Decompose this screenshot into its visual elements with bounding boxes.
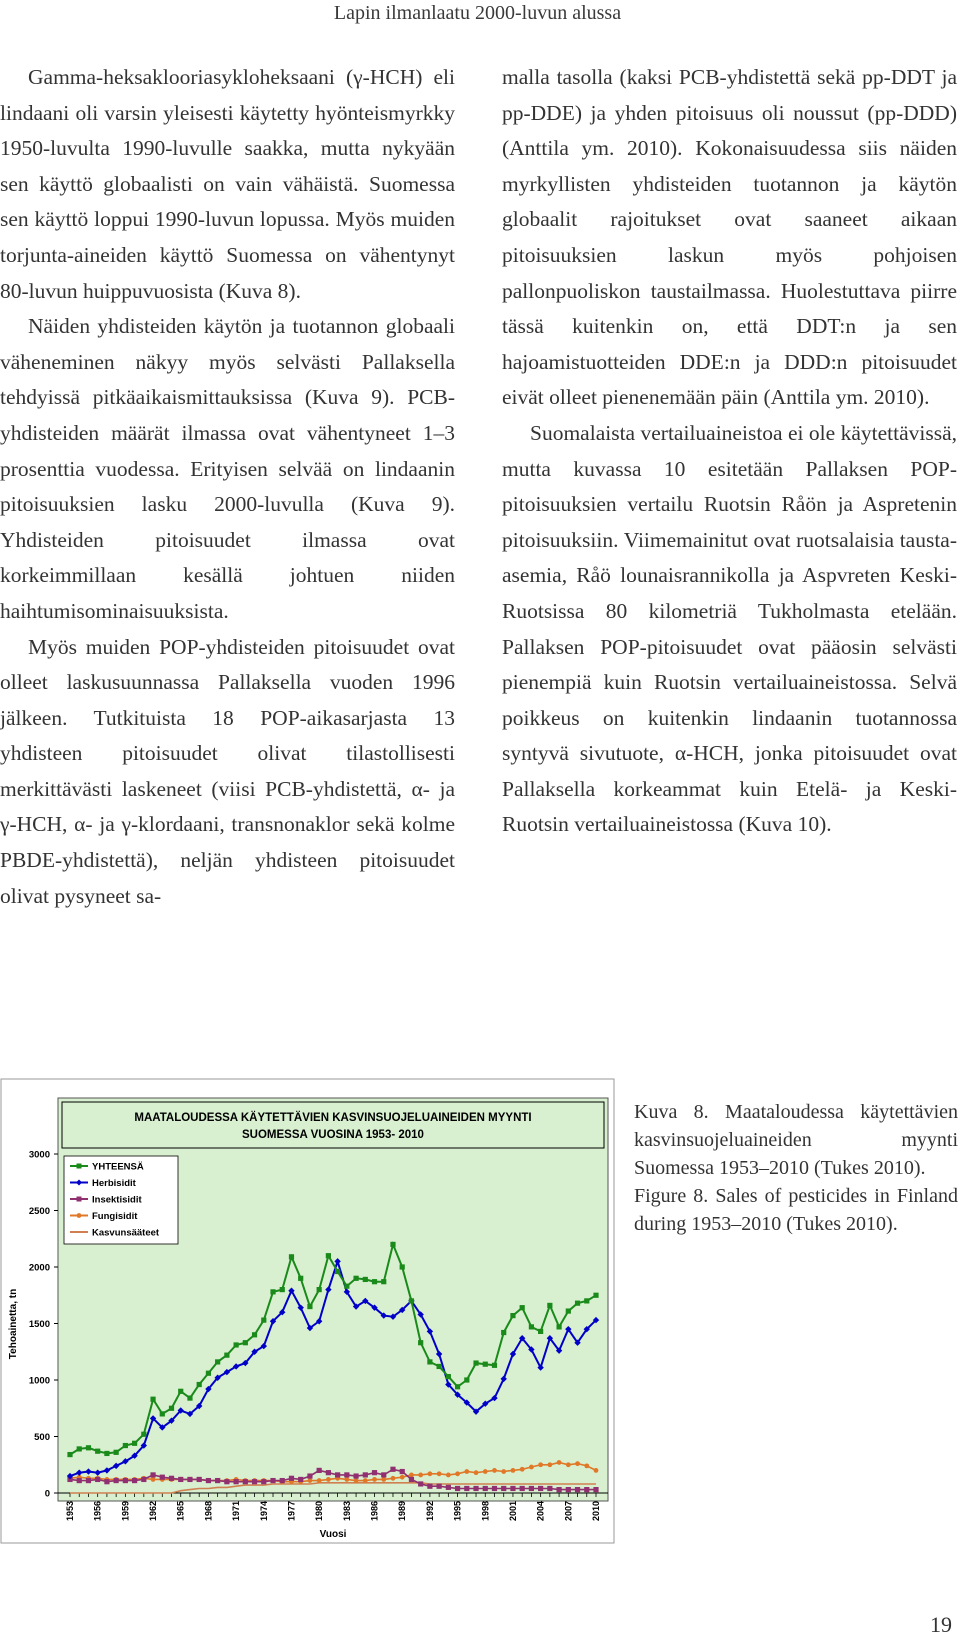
data-point — [95, 1477, 100, 1482]
data-point — [409, 1477, 414, 1482]
data-point — [511, 1468, 516, 1473]
data-point — [400, 1264, 405, 1269]
data-point — [492, 1468, 497, 1473]
data-point — [464, 1377, 469, 1382]
data-point — [566, 1308, 571, 1313]
data-point — [77, 1478, 82, 1483]
data-point — [418, 1340, 423, 1345]
data-point — [594, 1468, 599, 1473]
data-point — [372, 1470, 377, 1475]
data-point — [446, 1473, 451, 1478]
data-point — [298, 1276, 303, 1281]
x-tick-label: 1956 — [92, 1501, 103, 1522]
data-point — [529, 1486, 534, 1491]
data-point — [473, 1486, 478, 1491]
data-point — [538, 1486, 543, 1491]
data-point — [390, 1467, 395, 1472]
data-point — [252, 1332, 257, 1337]
data-point — [317, 1478, 322, 1483]
x-tick-label: 2007 — [563, 1501, 574, 1522]
data-point — [114, 1478, 119, 1483]
paragraph: Suomalaista vertailuaineistoa ei ole käytettävissä, mutta kuvassa 10 esitetään Pallaksen POP-pitoisuuksien vertailu Ruotsin Råön ja Aspretenin pitoisuuksiin. Viimemainitut ovat ruotsalaisia tausta-asemia, Råö lounaisrannikolla ja Aspvreten Keski-Ruotsissa 80 kilometriä Tukholmasta etelään. Pallaksen POP-pitoisuudet ovat pääosin selvästi pienempiä kuin Ruotsin vertailuaineistossa. Selvä poikkeus on kuitenkin lindaanin tuotannossa syntyvä sivutuote, α-HCH, jonka pitoisuudet ovat Pallaksella korkeammat kuin Etelä- ja Keski-Ruotsin vertailuaineistossa (Kuva 10). — [502, 420, 957, 837]
data-point — [483, 1486, 488, 1491]
data-point — [390, 1242, 395, 1247]
data-point — [529, 1465, 534, 1470]
data-point — [289, 1476, 294, 1481]
pesticide-sales-chart — [0, 1078, 615, 1544]
data-point — [557, 1460, 562, 1465]
data-point — [483, 1469, 488, 1474]
data-point — [86, 1478, 91, 1483]
data-point — [575, 1487, 580, 1492]
data-point — [363, 1472, 368, 1477]
data-point — [464, 1469, 469, 1474]
data-point — [307, 1473, 312, 1478]
x-tick-label: 2010 — [591, 1501, 601, 1522]
legend-label: Fungisidit — [92, 1211, 138, 1222]
data-point — [317, 1468, 322, 1473]
data-point — [391, 1476, 396, 1481]
data-point — [317, 1287, 322, 1292]
chart-svg — [0, 1078, 615, 1544]
data-point — [298, 1477, 303, 1482]
data-point — [584, 1487, 589, 1492]
data-point — [197, 1382, 202, 1387]
data-point — [215, 1478, 220, 1483]
data-point — [501, 1486, 506, 1491]
data-point — [427, 1359, 432, 1364]
data-point — [335, 1269, 340, 1274]
caption-finnish: Kuva 8. Maataloudessa käytettävien kasvinsuojeluaineiden myynti Suomessa 1953–2010 (Tukes 2010). — [634, 1101, 958, 1179]
data-point — [150, 1472, 155, 1477]
data-point — [150, 1397, 155, 1402]
data-point — [215, 1359, 220, 1364]
data-point — [455, 1384, 460, 1389]
data-point — [234, 1342, 239, 1347]
x-tick-label: 1998 — [480, 1501, 491, 1522]
data-point — [114, 1450, 119, 1455]
data-point — [556, 1487, 561, 1492]
legend-marker — [77, 1197, 82, 1202]
data-point — [353, 1276, 358, 1281]
paragraph: Gamma-heksaklooriasykloheksaani (γ-HCH) eli lindaani oli varsin yleisesti käytetty hyönteismyrkky 1950-luvulta 1990-luvulle saakka, mutta nykyään sen käyttö globaalisti on vain vähäistä. Suomessa sen käyttö loppui 1990-luvun lopussa. Myös muiden torjunta-aineiden käyttö Suomessa on vähentynyt 80-luvun huippuvuosista (Kuva 8). — [0, 65, 455, 303]
y-tick-label: 1000 — [28, 1375, 50, 1387]
data-point — [473, 1360, 478, 1365]
data-point — [289, 1254, 294, 1259]
data-point — [547, 1303, 552, 1308]
chart-title-box — [62, 1102, 604, 1148]
page-number: 19 — [930, 1612, 952, 1637]
y-tick-label: 0 — [44, 1488, 50, 1500]
data-point — [575, 1461, 580, 1466]
data-point — [326, 1477, 331, 1482]
data-point — [252, 1479, 257, 1484]
data-point — [400, 1475, 405, 1480]
data-point — [169, 1406, 174, 1411]
paragraph: Myös muiden POP-yhdisteiden pitoisuudet ovat olleet laskusuunnassa Pallaksella vuoden 1996 jälkeen. Tutkituista 18 POP-aikasarjasta 13 yhdisteen pitoisuudet olivat tilastollisesti merkittävästi laskeneet (viisi PCB-yhdistettä, α- ja γ-HCH, α- ja γ-klordaani, transnonaklor sekä kolme PBDE-yhdistettä), neljän yhdisteen pitoisuudet olivat pysyneet sa- — [0, 634, 455, 908]
data-point — [206, 1478, 211, 1483]
x-tick-label: 1974 — [258, 1501, 269, 1522]
data-point — [492, 1486, 497, 1491]
data-point — [270, 1478, 275, 1483]
data-point — [261, 1479, 266, 1484]
data-point — [538, 1329, 543, 1334]
x-tick-label: 1995 — [452, 1501, 463, 1522]
data-point — [86, 1445, 91, 1450]
x-tick-label: 1959 — [120, 1501, 131, 1522]
data-point — [372, 1279, 377, 1284]
data-point — [400, 1469, 405, 1474]
data-point — [77, 1446, 82, 1451]
data-point — [243, 1340, 248, 1345]
data-point — [575, 1301, 580, 1306]
data-point — [206, 1371, 211, 1376]
data-point — [455, 1471, 460, 1476]
x-tick-label: 1953 — [65, 1501, 75, 1522]
data-point — [464, 1486, 469, 1491]
data-point — [455, 1486, 460, 1491]
data-point — [501, 1469, 506, 1474]
data-point — [409, 1473, 414, 1478]
data-point — [132, 1441, 137, 1446]
x-tick-label: 1986 — [369, 1501, 380, 1522]
running-header: Lapin ilmanlaatu 2000-luvun alussa — [333, 2, 622, 24]
data-point — [566, 1462, 571, 1467]
data-point — [520, 1305, 525, 1310]
data-point — [381, 1279, 386, 1284]
data-point — [151, 1477, 156, 1482]
legend-marker — [77, 1164, 82, 1169]
data-point — [197, 1477, 202, 1482]
legend-label: YHTEENSÄ — [92, 1161, 144, 1173]
paragraph: malla tasolla (kaksi PCB-yhdistettä sekä pp-DDT ja pp-DDE) ja yhden pitoisuus oli noussut (pp-DDD) (Anttila ym. 2010). Kokonaisuudessa siis näiden myrkyllisten yhdisteiden tuotannon ja käytön globaalit rajoitukset ovat saaneet aikaan pitoisuuksien laskun myös pohjoisen pallonpuoliskon taustailmassa. Huolestuttava piirre tässä kuitenkin on, että DDT:n ja sen hajoamistuotteiden DDE:n ja DDD:n pitoisuudet eivät olleet pienenemään päin (Anttila ym. 2010). — [502, 65, 957, 410]
figure-caption — [634, 1098, 958, 1238]
data-point — [427, 1484, 432, 1489]
data-point — [593, 1293, 598, 1298]
data-point — [335, 1472, 340, 1477]
data-point — [437, 1484, 442, 1489]
left-text-column — [0, 60, 455, 914]
data-point — [344, 1477, 349, 1482]
data-point — [243, 1479, 248, 1484]
data-point — [224, 1353, 229, 1358]
data-point — [363, 1478, 368, 1483]
data-point — [446, 1374, 451, 1379]
data-point — [556, 1324, 561, 1329]
data-point — [178, 1477, 183, 1482]
y-tick-label: 1500 — [28, 1319, 50, 1330]
x-tick-label: 1965 — [175, 1501, 186, 1522]
legend-label: Herbisidit — [92, 1178, 136, 1189]
data-point — [483, 1362, 488, 1367]
data-point — [566, 1487, 571, 1492]
x-tick-label: 1968 — [203, 1501, 214, 1522]
data-point — [95, 1449, 100, 1454]
data-point — [187, 1477, 192, 1482]
data-point — [501, 1330, 506, 1335]
y-axis-label: Tehoainetta, tn — [8, 1288, 19, 1360]
data-point — [67, 1452, 72, 1457]
data-point — [326, 1253, 331, 1258]
right-text-column — [502, 60, 957, 843]
legend-label: Kasvunsäätеet — [92, 1227, 160, 1239]
data-point — [372, 1477, 377, 1482]
x-tick-label: 1980 — [314, 1501, 325, 1522]
chart-legend — [64, 1156, 178, 1244]
data-point — [409, 1298, 414, 1303]
data-point — [363, 1277, 368, 1282]
data-point — [308, 1478, 313, 1483]
data-point — [141, 1432, 146, 1437]
data-point — [538, 1462, 543, 1467]
data-point — [104, 1479, 109, 1484]
x-tick-label: 1992 — [424, 1501, 435, 1522]
data-point — [354, 1478, 359, 1483]
data-point — [104, 1451, 109, 1456]
data-point — [344, 1284, 349, 1289]
data-point — [510, 1486, 515, 1491]
data-point — [261, 1318, 266, 1323]
data-point — [141, 1477, 146, 1482]
data-point — [169, 1476, 174, 1481]
data-point — [123, 1443, 128, 1448]
data-point — [547, 1462, 552, 1467]
y-tick-label: 500 — [34, 1432, 50, 1443]
legend-label: Insektisidit — [92, 1194, 142, 1206]
y-tick-label: 3000 — [28, 1149, 50, 1161]
data-point — [307, 1304, 312, 1309]
data-point — [520, 1467, 525, 1472]
data-point — [381, 1477, 386, 1482]
data-point — [160, 1411, 165, 1416]
x-tick-label: 1989 — [397, 1501, 408, 1522]
data-point — [584, 1298, 589, 1303]
x-axis-label: Vuosi — [319, 1529, 347, 1540]
data-point — [474, 1470, 479, 1475]
x-tick-label: 1962 — [148, 1501, 159, 1522]
data-point — [187, 1395, 192, 1400]
x-tick-label: 1971 — [231, 1501, 242, 1522]
x-tick-label: 2001 — [507, 1501, 518, 1522]
data-point — [326, 1470, 331, 1475]
data-point — [547, 1486, 552, 1491]
x-tick-label: 1977 — [286, 1501, 297, 1522]
data-point — [160, 1475, 165, 1480]
data-point — [418, 1481, 423, 1486]
data-point — [427, 1471, 432, 1476]
data-point — [510, 1313, 515, 1318]
data-point — [132, 1478, 137, 1483]
data-point — [344, 1472, 349, 1477]
y-tick-label: 2000 — [28, 1262, 50, 1274]
chart-title-line1: MAATALOUDESSA KÄYTETTÄVIEN KASVINSUOJELUAINEIDEN MYYNTI — [134, 1112, 532, 1124]
data-point — [224, 1479, 229, 1484]
data-point — [178, 1389, 183, 1394]
data-point — [381, 1472, 386, 1477]
data-point — [234, 1479, 239, 1484]
x-tick-label: 2004 — [535, 1501, 546, 1522]
y-tick-label: 2500 — [28, 1206, 50, 1217]
data-point — [280, 1478, 285, 1483]
data-point — [446, 1485, 451, 1490]
data-point — [520, 1486, 525, 1491]
data-point — [593, 1487, 598, 1492]
chart-title-line2: SUOMESSA VUOSINA 1953- 2010 — [242, 1129, 424, 1141]
paragraph: Näiden yhdisteiden käytön ja tuotannon globaali väheneminen näkyy myös selvästi Pallaksella tehdyissä pitkäaikaismittauksissa (Kuva 9). PCB-yhdisteiden määrät ilmassa ovat vähentyneet 1–3 prosenttia vuodessa. Erityisen selvää on lindaanin pitoisuuksien lasku 2000-luvulla (Kuva 9). Yhdisteiden pitoisuudet ilmassa ovat korkeimmillaan kesällä johtuen niiden haihtumisominaisuuksista. — [0, 314, 455, 623]
data-point — [123, 1478, 128, 1483]
data-point — [529, 1324, 534, 1329]
data-point — [437, 1364, 442, 1369]
data-point — [280, 1287, 285, 1292]
caption-english: Figure 8. Sales of pesticides in Finland during 1953–2010 (Tukes 2010). — [634, 1185, 958, 1235]
data-point — [584, 1463, 589, 1468]
data-point — [418, 1473, 423, 1478]
data-point — [353, 1473, 358, 1478]
data-point — [270, 1289, 275, 1294]
legend-marker — [77, 1213, 82, 1218]
x-tick-label: 1983 — [341, 1501, 352, 1522]
data-point — [437, 1471, 442, 1476]
data-point — [492, 1363, 497, 1368]
